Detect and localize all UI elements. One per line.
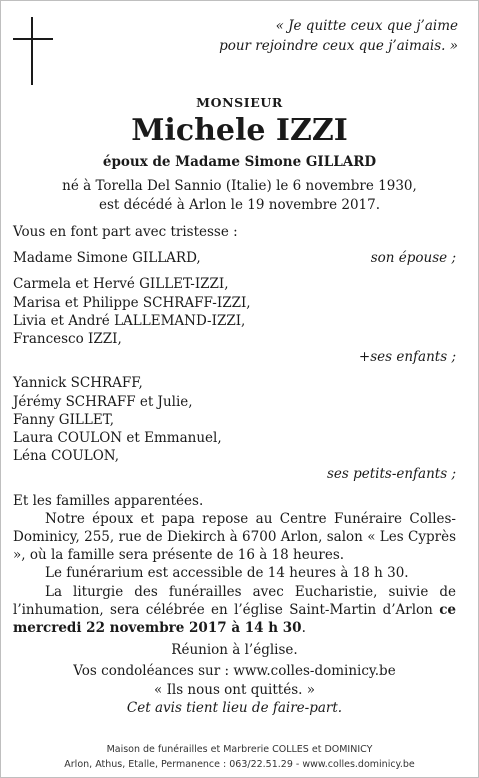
deceased-name: Michele IZZI	[131, 113, 348, 148]
footer-line-1: Maison de funérailles et Marbrerie COLLES et DOMINICY	[106, 744, 373, 755]
notice-line: Cet avis tient lieu de faire-part.	[126, 699, 343, 716]
spouse-role: son épouse ;	[370, 250, 456, 267]
intro-line: Vous en font part avec tristesse :	[13, 224, 238, 240]
spouse-row	[13, 249, 456, 267]
funerarium-line: Le funérarium est accessible de 14 heures à 18 h 30.	[45, 565, 409, 582]
liturgy-paragraph	[13, 583, 456, 638]
children-role: +ses enfants ;	[358, 349, 456, 366]
list-item: Francesco IZZI,	[13, 331, 122, 348]
list-item: Léna COULON,	[13, 448, 120, 465]
death-line: est décédé à Arlon le 19 novembre 2017.	[98, 197, 381, 213]
list-item: Laura COULON et Emmanuel,	[13, 430, 222, 447]
birth-death-info	[1, 177, 478, 215]
spouse-line: époux de Madame Simone GILLARD	[102, 154, 377, 170]
salutation: MONSIEUR	[196, 95, 283, 110]
epigraph-quote	[219, 16, 458, 56]
liturgy-end: .	[301, 620, 306, 637]
birth-line: né à Torella Del Sannio (Italie) le 6 novembre 1930,	[62, 178, 417, 194]
funeral-home-footer	[1, 742, 478, 772]
list-item: Yannick SCHRAFF,	[13, 375, 143, 392]
footer-line-2: Arlon, Athus, Etalle, Permanence : 063/22.51.29 - www.colles.dominicy.be	[64, 759, 415, 770]
spouse-name: Madame Simone GILLARD,	[13, 250, 201, 267]
cross-icon	[13, 17, 53, 85]
liturgy-text: La liturgie des funérailles avec Eucharistie, suivie de l’inhumation, sera célébrée en l’église Saint-Martin d’Arlon	[13, 583, 456, 618]
grandchildren-role: ses petits-enfants ;	[326, 466, 456, 483]
list-item: Livia et André LALLEMAND-IZZI,	[13, 312, 246, 329]
left-us-line: « Ils nous ont quittés. »	[154, 681, 315, 698]
list-item: Carmela et Hervé GILLET-IZZI,	[13, 276, 229, 293]
families-line: Et les familles apparentées.	[13, 492, 204, 509]
list-item: Marisa et Philippe SCHRAFF-IZZI,	[13, 294, 251, 311]
reunion-line: Réunion à l’église.	[171, 642, 298, 659]
list-item: Fanny GILLET,	[13, 411, 115, 428]
condolences-line: Vos condoléances sur : www.colles-dominicy.be	[73, 663, 396, 680]
list-item: Jérémy SCHRAFF et Julie,	[13, 393, 193, 410]
grandchildren-list	[13, 374, 456, 465]
liturgy-date: ce mercredi 22 novembre 2017 à 14 h 30	[13, 601, 457, 637]
quote-line-1: « Je quitte ceux que j’aime	[275, 18, 458, 34]
children-list	[13, 275, 456, 348]
quote-line-2: pour rejoindre ceux que j’aimais. »	[219, 38, 458, 54]
rest-paragraph: Notre époux et papa repose au Centre Funéraire Colles-Dominicy, 255, rue de Diekirch à 6700 Arlon, salon « Les Cyprès », où la famille sera présente de 16 à 18 heures.	[13, 510, 456, 564]
notice-body	[13, 223, 456, 717]
